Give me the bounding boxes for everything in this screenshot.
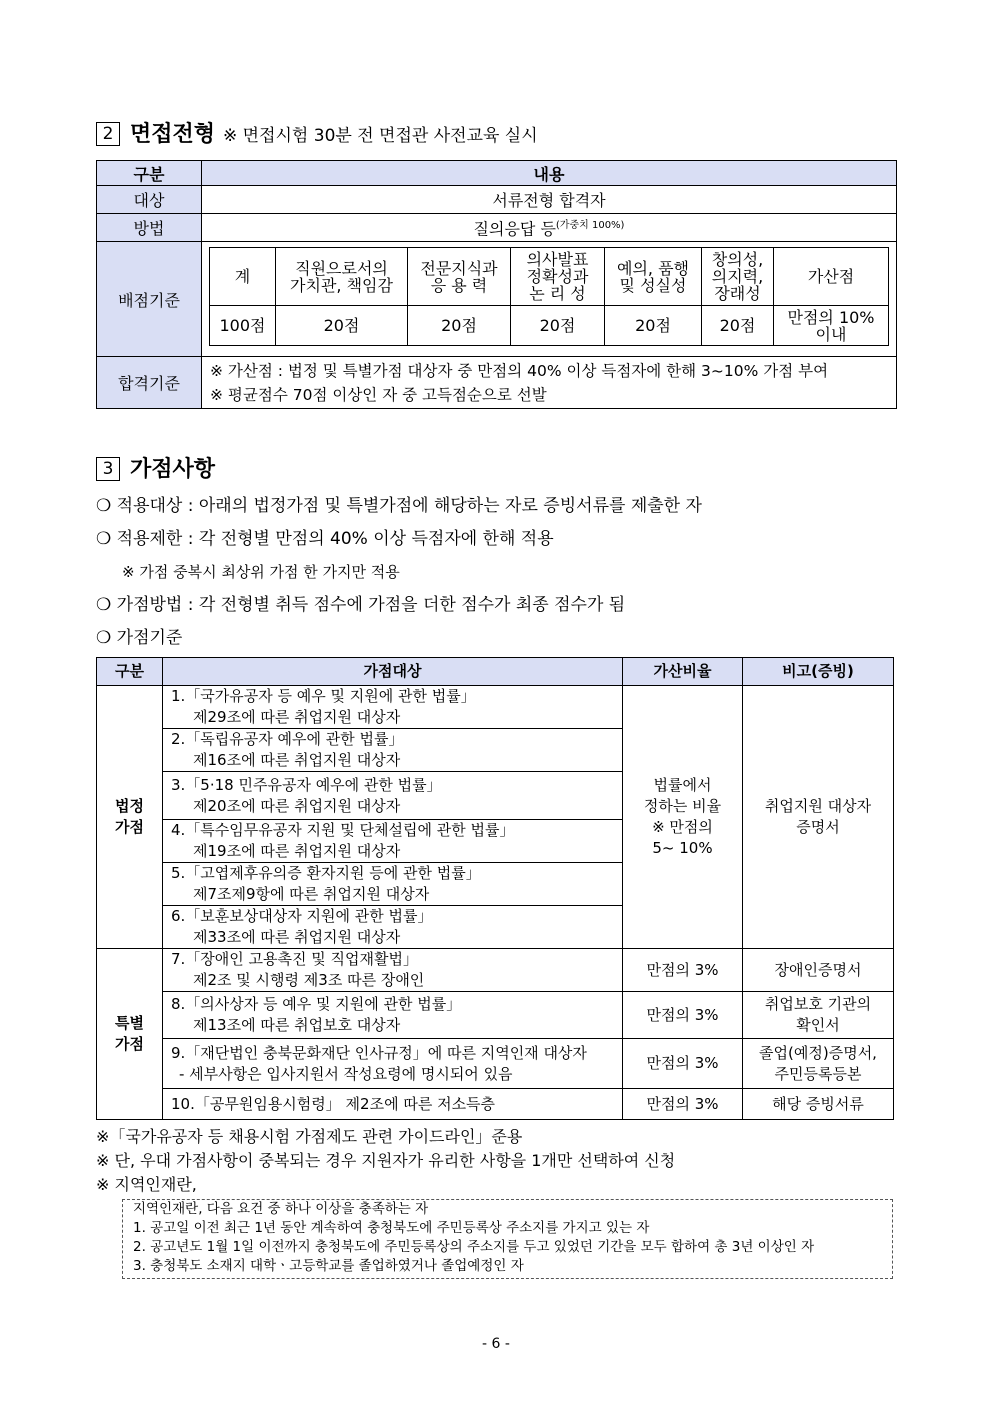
special-rate: 만점의 3% bbox=[623, 1039, 743, 1089]
score-header-creativity: 창의성, 의지력, 장래성 bbox=[702, 248, 774, 306]
note-duplicate: ※ 단, 우대 가점사항이 중복되는 경우 지원자가 유리한 사항을 1개만 선택하여 신청 bbox=[96, 1151, 676, 1170]
box-line: 1. 공고일 이전 최근 1년 동안 계속하여 충청북도에 주민등록상 주소지를 가지고 있는 자 bbox=[133, 1220, 650, 1236]
header-category: 구분 bbox=[97, 658, 163, 686]
row-label-scoring: 배점기준 bbox=[97, 242, 202, 357]
legal-item: 2.「독립유공자 예우에 관한 법률」 제16조에 따른 취업지원 대상자 bbox=[163, 729, 623, 772]
bullet-target: ❍ 적용대상 : 아래의 법정가점 및 특별가점에 해당하는 자로 증빙서류를 제출한 자 bbox=[96, 496, 702, 516]
row-value-target: 서류전형 합격자 bbox=[202, 186, 897, 214]
special-proof: 취업보호 기관의 확인서 bbox=[743, 992, 894, 1039]
legal-rate: 법률에서 정하는 비율 ※ 만점의 5~ 10% bbox=[623, 686, 743, 949]
bullet-duplicate-note: ※ 가점 중복시 최상위 가점 한 가지만 적용 bbox=[122, 563, 400, 581]
legal-bonus-label: 법정 가점 bbox=[97, 686, 163, 949]
legal-item: 1.「국가유공자 등 예우 및 지원에 관한 법률」 제29조에 따른 취업지원 대상자 bbox=[163, 686, 623, 729]
special-item: 8.「의사상자 등 예우 및 지원에 관한 법률」 제13조에 따른 취업보호 대상자 bbox=[163, 992, 623, 1039]
score-value: 20점 bbox=[408, 306, 511, 346]
header-target: 가점대상 bbox=[163, 658, 623, 686]
bonus-table bbox=[96, 657, 894, 1120]
special-proof: 해당 증빙서류 bbox=[743, 1089, 894, 1120]
bullet-limit: ❍ 적용제한 : 각 전형별 만점의 40% 이상 득점자에 한해 적용 bbox=[96, 529, 554, 549]
row-value-pass bbox=[202, 357, 897, 409]
section-number: 3 bbox=[96, 457, 120, 481]
score-header-manners: 예의, 품행 및 성실성 bbox=[605, 248, 702, 306]
section-title-text: 가점사항 bbox=[130, 457, 216, 482]
legal-item: 3.「5·18 민주유공자 예우에 관한 법률」 제20조에 따른 취업지원 대상자 bbox=[163, 772, 623, 820]
section-note: ※ 면접시험 30분 전 면접관 사전교육 실시 bbox=[223, 126, 538, 146]
score-header-total: 계 bbox=[210, 248, 276, 306]
score-header-expression: 의사발표 정확성과 논 리 성 bbox=[511, 248, 605, 306]
row-label-pass: 합격기준 bbox=[97, 357, 202, 409]
legal-proof: 취업지원 대상자 증명서 bbox=[743, 686, 894, 949]
special-item: 9.「재단법인 충북문화재단 인사규정」에 따른 지역인재 대상자 - 세부사항은 입사지원서 작성요령에 명시되어 있음 bbox=[163, 1039, 623, 1089]
score-header-bonus: 가산점 bbox=[774, 248, 889, 306]
interview-table bbox=[96, 160, 897, 409]
section-title-text: 면접전형 bbox=[130, 122, 216, 147]
pass-line-1: ※ 가산점 : 법정 및 특별가점 대상자 중 만점의 40% 이상 득점자에 한해 3~10% 가점 부여 bbox=[210, 361, 829, 380]
special-item: 7.「장애인 고용촉진 및 직업재활법」 제2조 및 시행령 제3조 따른 장애인 bbox=[163, 949, 623, 992]
header-proof: 비고(증빙) bbox=[743, 658, 894, 686]
page-number: - 6 - bbox=[482, 1336, 510, 1352]
bullet-criteria: ❍ 가점기준 bbox=[96, 628, 183, 648]
score-value-row bbox=[210, 306, 889, 346]
score-header-row bbox=[210, 248, 889, 306]
score-value-bonus: 만점의 10% 이내 bbox=[774, 306, 889, 346]
row-label-method: 방법 bbox=[97, 214, 202, 242]
score-table bbox=[209, 247, 889, 346]
score-value: 20점 bbox=[511, 306, 605, 346]
section-number: 2 bbox=[96, 122, 120, 146]
score-header-values: 직원으로서의 가치관, 책임감 bbox=[276, 248, 408, 306]
score-header-knowledge: 전문지식과 응 용 력 bbox=[408, 248, 511, 306]
score-value: 20점 bbox=[605, 306, 702, 346]
score-value: 20점 bbox=[276, 306, 408, 346]
score-value-total: 100점 bbox=[210, 306, 276, 346]
special-rate: 만점의 3% bbox=[623, 949, 743, 992]
special-proof: 졸업(예정)증명서, 주민등록등본 bbox=[743, 1039, 894, 1089]
header-category: 구분 bbox=[97, 161, 202, 186]
method-text: 질의응답 등 bbox=[473, 219, 556, 239]
section-2-title bbox=[96, 117, 538, 148]
note-local-talent: ※ 지역인재란, bbox=[96, 1175, 197, 1194]
local-talent-box bbox=[122, 1199, 893, 1279]
box-line: 지역인재란, 다음 요건 중 하나 이상을 충족하는 자 bbox=[133, 1201, 429, 1217]
method-weight: (가중치 100%) bbox=[555, 219, 625, 231]
special-proof: 장애인증명서 bbox=[743, 949, 894, 992]
legal-item: 6.「보훈보상대상자 지원에 관한 법률」 제33조에 따른 취업지원 대상자 bbox=[163, 906, 623, 949]
header-rate: 가산비율 bbox=[623, 658, 743, 686]
pass-line-2: ※ 평균점수 70점 이상인 자 중 고득점순으로 선발 bbox=[210, 385, 547, 404]
box-line: 3. 충청북도 소재지 대학ㆍ고등학교를 졸업하였거나 졸업예정인 자 bbox=[133, 1258, 524, 1274]
box-line: 2. 공고년도 1월 1일 이전까지 충청북도에 주민등록상의 주소지를 두고 있었던 기간을 모두 합하여 총 3년 이상인 자 bbox=[133, 1239, 815, 1255]
row-value-method bbox=[202, 214, 897, 242]
bullet-method: ❍ 가점방법 : 각 전형별 취득 점수에 가점을 더한 점수가 최종 점수가 됨 bbox=[96, 595, 626, 615]
row-value-scoring bbox=[202, 242, 897, 357]
section-3-title bbox=[96, 452, 215, 483]
legal-item: 5.「고엽제후유의증 환자지원 등에 관한 법률」 제7조제9항에 따른 취업지원 대상자 bbox=[163, 863, 623, 906]
header-content: 내용 bbox=[202, 161, 897, 186]
special-rate: 만점의 3% bbox=[623, 1089, 743, 1120]
special-rate: 만점의 3% bbox=[623, 992, 743, 1039]
row-label-target: 대상 bbox=[97, 186, 202, 214]
special-item: 10.「공무원임용시험령」 제2조에 따른 저소득층 bbox=[163, 1089, 623, 1120]
special-bonus-label: 특별 가점 bbox=[97, 949, 163, 1120]
note-guideline: ※「국가유공자 등 채용시험 가점제도 관련 가이드라인」준용 bbox=[96, 1127, 523, 1146]
legal-item: 4.「특수임무유공자 지원 및 단체설립에 관한 법률」 제19조에 따른 취업지원 대상자 bbox=[163, 820, 623, 863]
score-value: 20점 bbox=[702, 306, 774, 346]
